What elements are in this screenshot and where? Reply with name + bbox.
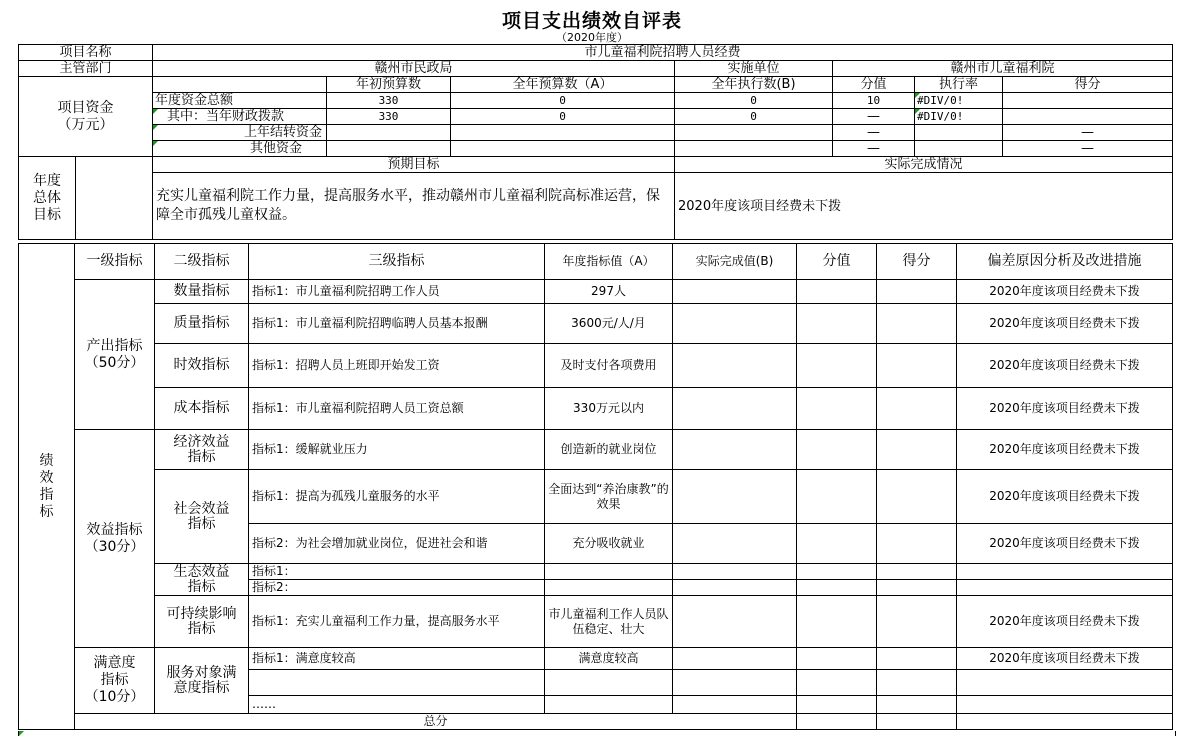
funds-label-text: 项目资金 （万元）: [57, 99, 114, 133]
fund-row-label: 上年结转资金: [153, 125, 327, 141]
fund-row-label: 其中：当年财政拨款: [153, 109, 327, 125]
score-value-sustainable: [797, 596, 877, 648]
fund-row-initial: 330: [327, 109, 451, 125]
analysis-economic: 2020年度该项目经费未下拨: [957, 430, 1173, 470]
goal-label: 年度 总体 目标: [19, 157, 76, 239]
actual-goal: 2020年度该项目经费未下拨: [675, 173, 1173, 240]
header-score-value: 分值: [833, 77, 915, 93]
level2-cost: 成本指标: [155, 388, 249, 430]
actual-header: 实际完成情况: [675, 157, 1173, 173]
fund-row-score-value: —: [833, 125, 915, 141]
header-score: 得分: [1003, 77, 1173, 93]
fund-row-executed: 0: [675, 109, 833, 125]
header-score-value: 分值: [797, 244, 877, 280]
performance-label: [19, 244, 75, 730]
level3-service-1: 指标1：满意度较高: [249, 648, 545, 670]
fund-row-exec-rate: #DIV/0!: [915, 109, 1003, 125]
level3-quality: 指标1：市儿童福利院招聘临聘人员基本报酬: [249, 304, 545, 344]
level2-quality: 质量指标: [155, 304, 249, 344]
header-level3: 三级指标: [249, 244, 545, 280]
actual-cost: [673, 388, 797, 430]
project-name-label: 项目名称: [19, 45, 153, 61]
fund-row-executed: [675, 141, 833, 157]
fund-row-full-year: 0: [451, 109, 675, 125]
score-quality: [877, 304, 957, 344]
page-title: 项目支出绩效自评表: [501, 10, 682, 32]
fund-row-full-year: [451, 125, 675, 141]
level2-sustainable: 可持续影响 指标: [155, 596, 249, 648]
benefit-group: [75, 430, 155, 648]
year-label: （2020年度）: [556, 31, 628, 44]
level2-service: 服务对象满 意度指标: [155, 648, 249, 714]
header-annual-value: 年度指标值（A）: [545, 244, 673, 280]
dept-value: 赣州市民政局: [153, 61, 675, 77]
basic-info-table: [18, 44, 1173, 240]
analysis-ecological-1: [957, 564, 1173, 580]
funds-label: [19, 77, 153, 157]
fund-row-executed: 0: [675, 93, 833, 109]
actual-social-2: [673, 524, 797, 564]
output-group: [75, 280, 155, 430]
level3-ecological-1: 指标1：: [249, 564, 545, 580]
satisfaction-group-text: 满意度 指标 （10分）: [84, 655, 145, 705]
fund-row-exec-rate: #DIV/0!: [915, 93, 1003, 109]
performance-table: [18, 243, 1173, 730]
dept-label: 主管部门: [19, 61, 153, 77]
score-value-timeliness: [797, 344, 877, 388]
header-level2: 二级指标: [155, 244, 249, 280]
level3-social-2: 指标2：为社会增加就业岗位，促进社会和谐: [249, 524, 545, 564]
level3-service-2: [249, 670, 545, 696]
level2-ecological: 生态效益 指标: [155, 564, 249, 596]
analysis-cost: 2020年度该项目经费未下拨: [957, 388, 1173, 430]
value-cost: 330万元以内: [545, 388, 673, 430]
analysis-timeliness: 2020年度该项目经费未下拨: [957, 344, 1173, 388]
fund-row-exec-rate: [915, 125, 1003, 141]
performance-label-text: 绩 效 指 标: [39, 452, 54, 520]
score-sustainable: [877, 596, 957, 648]
score-value-ecological-1: [797, 564, 877, 580]
funds-header-blank: [153, 77, 327, 93]
fund-row-score: [1003, 109, 1173, 125]
score-service-2: [877, 670, 957, 696]
value-quality: 3600元/人/月: [545, 304, 673, 344]
fund-row-initial: [327, 125, 451, 141]
score-value-quantity: [797, 280, 877, 304]
fund-row-score: —: [1003, 125, 1173, 141]
score-quantity: [877, 280, 957, 304]
project-name-value: 市儿童福利院招聘人员经费: [153, 45, 1173, 61]
level3-timeliness: 指标1：招聘人员上班即开始发工资: [249, 344, 545, 388]
fund-row-score-value: —: [833, 109, 915, 125]
actual-ecological-2: [673, 580, 797, 596]
level2-timeliness: 时效指标: [155, 344, 249, 388]
level3-service-3: ……: [249, 696, 545, 714]
total-analysis: [957, 714, 1173, 730]
goal-label-cell: [19, 157, 153, 240]
analysis-quantity: 2020年度该项目经费未下拨: [957, 280, 1173, 304]
score-cost: [877, 388, 957, 430]
fund-row-score: [1003, 93, 1173, 109]
output-group-text: 产出指标 （50分）: [84, 337, 145, 371]
analysis-quality: 2020年度该项目经费未下拨: [957, 304, 1173, 344]
fund-row-full-year: 0: [451, 93, 675, 109]
value-service-1: 满意度较高: [545, 648, 673, 670]
total-score: [877, 714, 957, 730]
score-service-1: [877, 648, 957, 670]
actual-quantity: [673, 280, 797, 304]
value-service-2: [545, 670, 673, 696]
value-ecological-2: [545, 580, 673, 596]
analysis-service-1: 2020年度该项目经费未下拨: [957, 648, 1173, 670]
value-service-3: [545, 696, 673, 714]
header-initial: 年初预算数: [327, 77, 451, 93]
actual-timeliness: [673, 344, 797, 388]
fund-row-score: —: [1003, 141, 1173, 157]
expected-header: 预期目标: [153, 157, 675, 173]
score-economic: [877, 430, 957, 470]
score-social-2: [877, 524, 957, 564]
total-label: 总分: [75, 714, 797, 730]
fund-row-label: 其他资金: [153, 141, 327, 157]
header-score: 得分: [877, 244, 957, 280]
actual-quality: [673, 304, 797, 344]
fund-row-initial: [327, 141, 451, 157]
fund-row-executed: [675, 125, 833, 141]
score-ecological-2: [877, 580, 957, 596]
level2-quantity: 数量指标: [155, 280, 249, 304]
score-value-social-2: [797, 524, 877, 564]
footer-row: [18, 731, 1176, 736]
header-level1: 一级指标: [75, 244, 155, 280]
score-value-service-2: [797, 670, 877, 696]
analysis-service-2: [957, 670, 1173, 696]
value-ecological-1: [545, 564, 673, 580]
analysis-social-1: 2020年度该项目经费未下拨: [957, 470, 1173, 524]
score-value-cost: [797, 388, 877, 430]
level3-sustainable: 指标1：充实儿童福利工作力量，提高服务水平: [249, 596, 545, 648]
level2-economic: 经济效益 指标: [155, 430, 249, 470]
value-social-2: 充分吸收就业: [545, 524, 673, 564]
actual-economic: [673, 430, 797, 470]
analysis-ecological-2: [957, 580, 1173, 596]
analysis-sustainable: 2020年度该项目经费未下拨: [957, 596, 1173, 648]
fund-row-score-value: —: [833, 141, 915, 157]
expected-goal: 充实儿童福利院工作力量，提高服务水平，推动赣州市儿童福利院高标准运营，保障全市孤残儿童权益。: [153, 173, 675, 240]
fund-row-full-year: [451, 141, 675, 157]
fund-row-initial: 330: [327, 93, 451, 109]
actual-service-3: [673, 696, 797, 714]
level2-social: 社会效益 指标: [155, 470, 249, 564]
level3-economic: 指标1：缓解就业压力: [249, 430, 545, 470]
satisfaction-group: [75, 648, 155, 714]
value-sustainable: 市儿童福利工作人员队伍稳定、壮大: [545, 596, 673, 648]
benefit-group-text: 效益指标 （30分）: [84, 521, 145, 555]
header-full-year: 全年预算数（A）: [451, 77, 675, 93]
score-value-economic: [797, 430, 877, 470]
level3-quantity: 指标1：市儿童福利院招聘工作人员: [249, 280, 545, 304]
actual-sustainable: [673, 596, 797, 648]
actual-ecological-1: [673, 564, 797, 580]
fund-row-score-value: 10: [833, 93, 915, 109]
total-score-value: [797, 714, 877, 730]
score-value-service-3: [797, 696, 877, 714]
level3-social-1: 指标1：提高为孤残儿童服务的水平: [249, 470, 545, 524]
score-timeliness: [877, 344, 957, 388]
actual-service-2: [673, 670, 797, 696]
impl-value: 赣州市儿童福利院: [833, 61, 1173, 77]
value-quantity: 297人: [545, 280, 673, 304]
score-social-1: [877, 470, 957, 524]
score-service-3: [877, 696, 957, 714]
score-value-service-1: [797, 648, 877, 670]
fund-row-exec-rate: [915, 141, 1003, 157]
analysis-social-2: 2020年度该项目经费未下拨: [957, 524, 1173, 564]
actual-social-1: [673, 470, 797, 524]
value-social-1: 全面达到“养治康教”的效果: [545, 470, 673, 524]
analysis-service-3: [957, 696, 1173, 714]
value-timeliness: 及时支付各项费用: [545, 344, 673, 388]
impl-label: 实施单位: [675, 61, 833, 77]
header-executed: 全年执行数(B): [675, 77, 833, 93]
score-value-quality: [797, 304, 877, 344]
header-exec-rate: 执行率: [915, 77, 1003, 93]
header-analysis: 偏差原因分析及改进措施: [957, 244, 1173, 280]
header-actual-value: 实际完成值(B): [673, 244, 797, 280]
level3-ecological-2: 指标2：: [249, 580, 545, 596]
actual-service-1: [673, 648, 797, 670]
value-economic: 创造新的就业岗位: [545, 430, 673, 470]
fund-row-label: 年度资金总额: [153, 93, 327, 109]
level3-cost: 指标1：市儿童福利院招聘人员工资总额: [249, 388, 545, 430]
score-value-ecological-2: [797, 580, 877, 596]
score-value-social-1: [797, 470, 877, 524]
score-ecological-1: [877, 564, 957, 580]
